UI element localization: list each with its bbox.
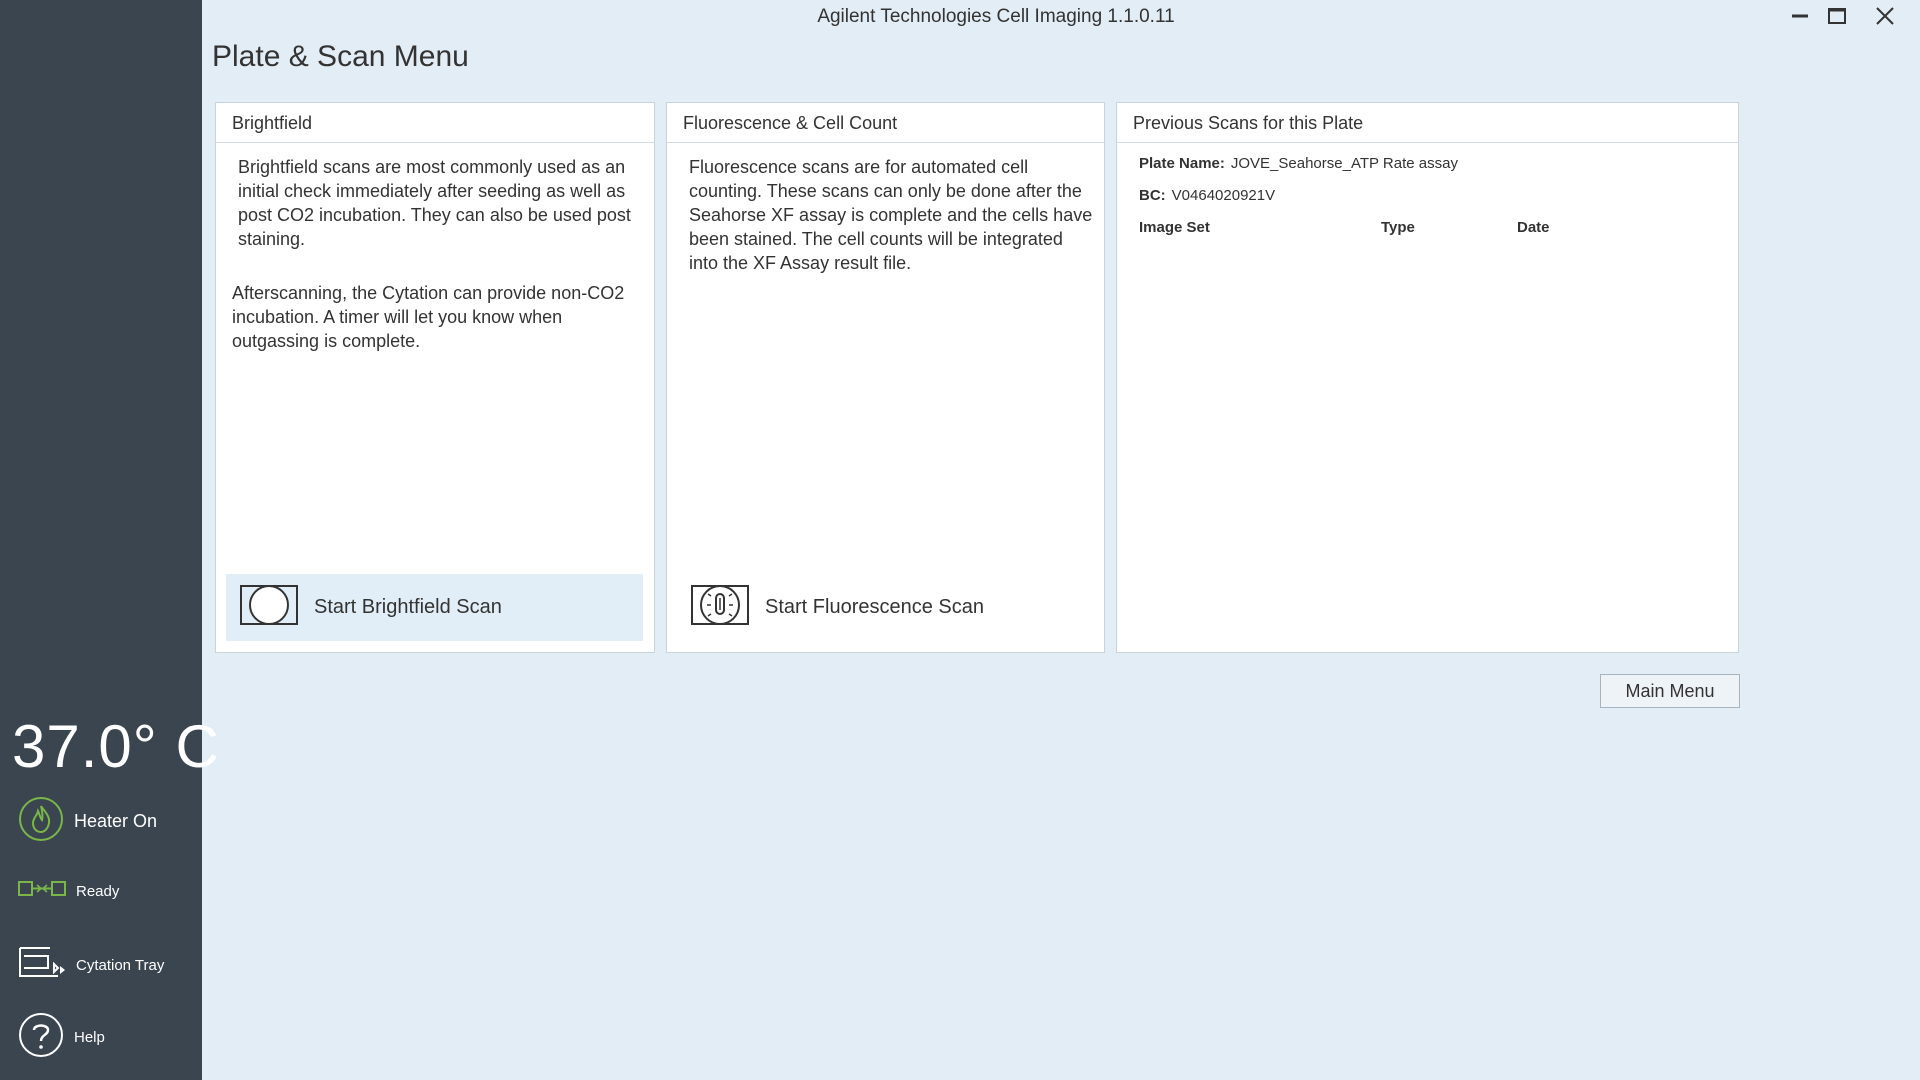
- column-header-image-set[interactable]: Image Set: [1139, 219, 1210, 236]
- previous-scans-header: Previous Scans for this Plate: [1117, 103, 1738, 143]
- fluorescence-well-icon: [691, 584, 749, 631]
- close-icon: [1875, 6, 1895, 31]
- help-label: Help: [74, 1029, 105, 1046]
- start-brightfield-scan-button[interactable]: [226, 574, 643, 641]
- plate-name-label: Plate Name:: [1139, 155, 1225, 172]
- minimize-button[interactable]: [1782, 0, 1818, 36]
- column-header-date[interactable]: Date: [1517, 219, 1550, 236]
- tray-icon: [18, 946, 66, 985]
- barcode-value: V0464020921V: [1171, 187, 1276, 204]
- start-brightfield-scan-label: Start Brightfield Scan: [314, 596, 502, 618]
- heater-toggle[interactable]: [18, 796, 157, 847]
- fluorescence-description: Fluorescence scans are for automated cell counting. These scans can only be done after the Seahorse XF assay is complete and the cells have been stained. The cell counts will be integrated into the XF Assay result file.: [689, 157, 1093, 273]
- plate-name-value: JOVE_Seahorse_ATP Rate assay: [1230, 155, 1458, 172]
- brightfield-description: Brightfield scans are most commonly used as an initial check immediately after seeding as well as post CO2 incubation. They can also be used post staining.: [238, 157, 631, 249]
- maximize-button[interactable]: [1819, 0, 1855, 36]
- minimize-icon: [1790, 6, 1810, 31]
- ready-status[interactable]: [18, 880, 119, 903]
- previous-scans-panel: [1116, 102, 1739, 653]
- heater-label: Heater On: [74, 811, 158, 831]
- flame-icon: [18, 796, 64, 847]
- fluorescence-panel: [666, 102, 1105, 653]
- brightfield-incubation-note: Afterscanning, the Cytation can provide non-CO2 incubation. A timer will let you know when outgassing is complete.: [232, 283, 625, 351]
- window-title: Agilent Technologies Cell Imaging 1.1.0.11: [817, 6, 1175, 27]
- temperature-readout: 37.0° C: [12, 713, 220, 780]
- barcode-label: BC:: [1139, 187, 1166, 204]
- start-fluorescence-scan-label: Start Fluorescence Scan: [765, 596, 984, 618]
- barcode-row: [1139, 187, 1275, 204]
- title-bar: [202, 0, 1920, 36]
- page-title: Plate & Scan Menu: [212, 40, 469, 73]
- plate-name-row: [1139, 155, 1458, 172]
- brightfield-well-icon: [240, 584, 298, 631]
- brightfield-header: Brightfield: [216, 103, 654, 143]
- tray-label: Cytation Tray: [76, 957, 165, 974]
- start-fluorescence-scan-button[interactable]: [677, 574, 1094, 641]
- close-button[interactable]: [1867, 0, 1903, 36]
- help-button[interactable]: [18, 1012, 105, 1063]
- cytation-tray-button[interactable]: [18, 946, 164, 985]
- connection-icon: [18, 880, 66, 903]
- maximize-icon: [1827, 6, 1847, 31]
- column-header-type[interactable]: Type: [1381, 219, 1415, 236]
- sidebar: [0, 0, 220, 1080]
- fluorescence-header: Fluorescence & Cell Count: [667, 103, 1104, 143]
- brightfield-panel: [215, 102, 655, 653]
- main-menu-button[interactable]: Main Menu: [1600, 674, 1740, 708]
- ready-label: Ready: [76, 883, 120, 900]
- help-icon: [18, 1012, 64, 1063]
